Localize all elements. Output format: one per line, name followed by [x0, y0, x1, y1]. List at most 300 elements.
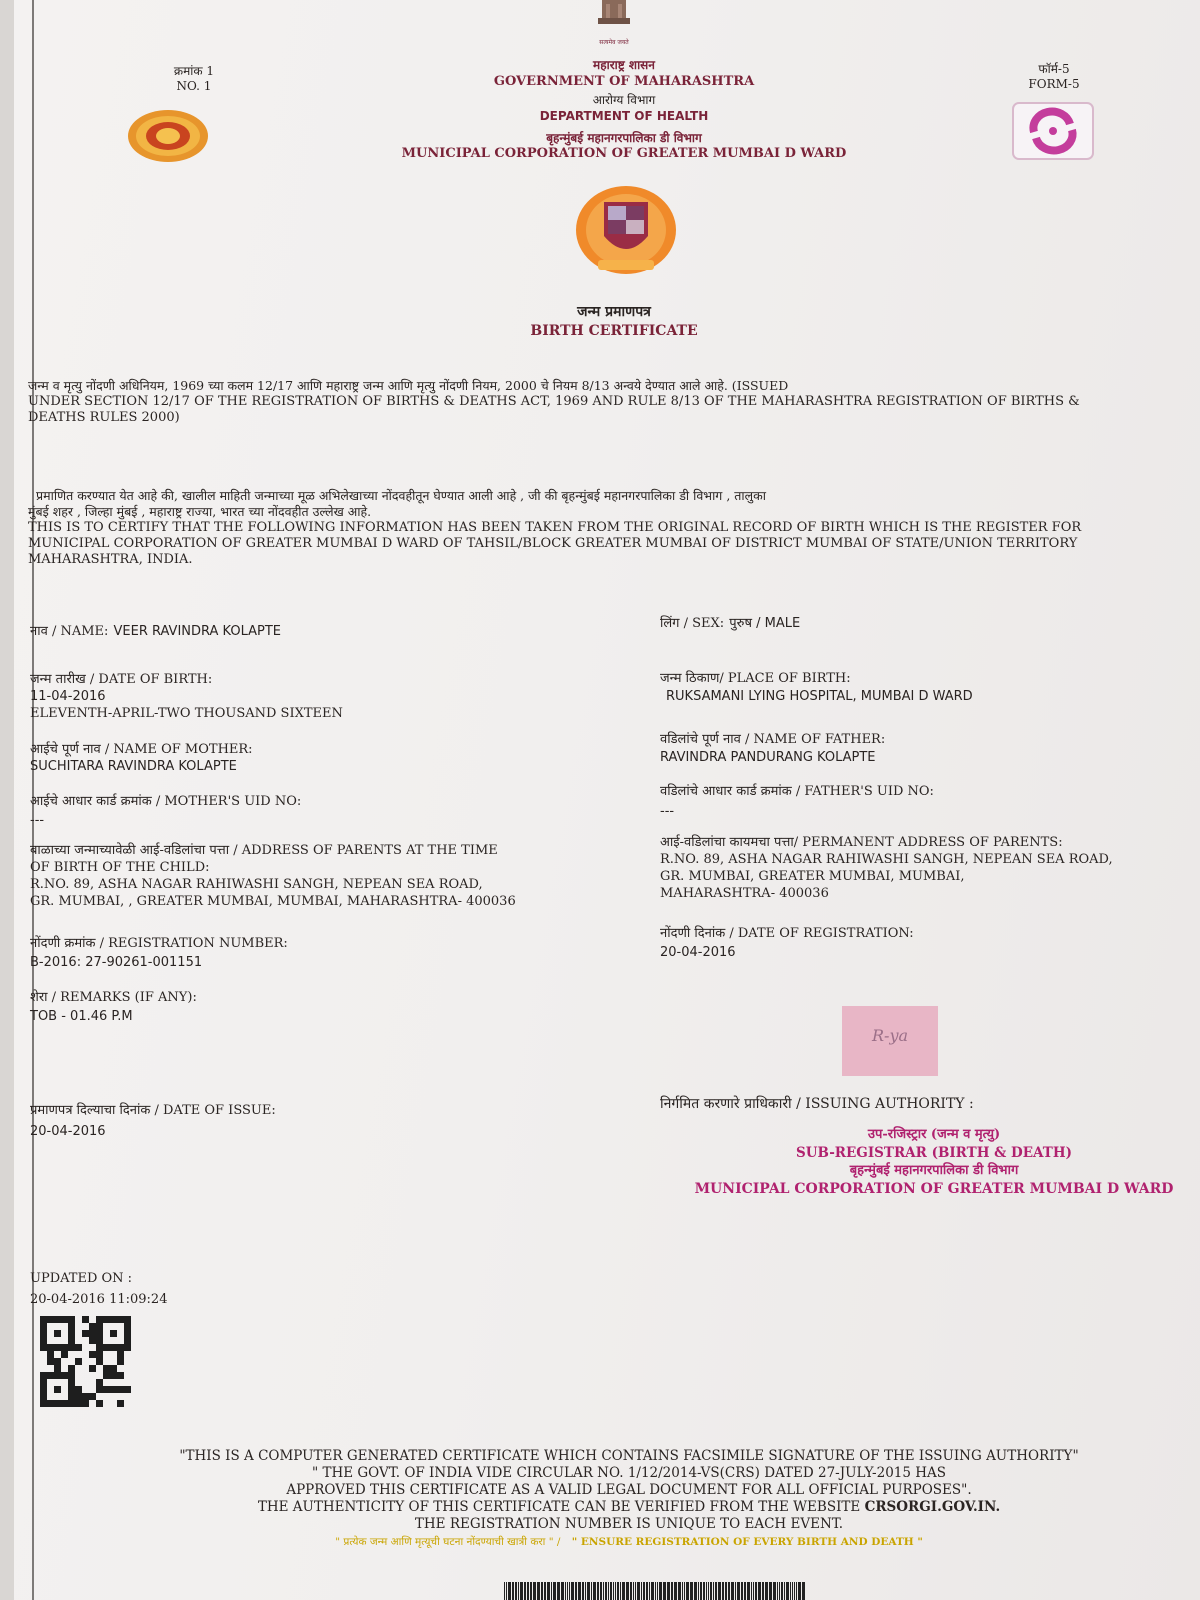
qr-module	[61, 1337, 68, 1344]
qr-module	[61, 1386, 68, 1393]
qr-module	[47, 1344, 54, 1351]
qr-module	[117, 1379, 124, 1386]
father-name-field	[660, 731, 885, 767]
barcode-bar	[769, 1582, 772, 1600]
qr-module	[110, 1365, 117, 1372]
barcode-bar	[561, 1582, 564, 1600]
barcode-bar	[600, 1582, 602, 1600]
permanent-address-line-2: GR. MUMBAI, GREATER MUMBAI, MUMBAI,	[660, 869, 965, 884]
barcode-bar	[753, 1582, 754, 1600]
qr-module	[54, 1351, 61, 1358]
qr-module	[68, 1386, 75, 1393]
qr-module	[89, 1365, 96, 1372]
certificate-title	[444, 302, 784, 339]
qr-module	[103, 1337, 110, 1344]
qr-module	[103, 1386, 110, 1393]
barcode-bar	[626, 1582, 629, 1600]
barcode-bar	[671, 1582, 673, 1600]
qr-module	[117, 1365, 124, 1372]
qr-module	[117, 1323, 124, 1330]
qr-module	[117, 1330, 124, 1337]
barcode-bar	[713, 1582, 714, 1600]
qr-module	[110, 1372, 117, 1379]
qr-module	[110, 1386, 117, 1393]
qr-module	[124, 1400, 131, 1407]
barcode-bar	[758, 1582, 761, 1600]
certify-line-4: MUNICIPAL CORPORATION OF GREATER MUMBAI D WARD OF TAHSIL/BLOCK GREATER MUMBAI OF DISTRICT MUMBAI OF STATE/UNION TERRITORY	[28, 536, 1078, 551]
qr-module	[124, 1372, 131, 1379]
qr-module	[47, 1351, 54, 1358]
birth-address-field	[30, 842, 516, 910]
qr-module	[89, 1358, 96, 1365]
barcode-bar	[637, 1582, 640, 1600]
barcode-bar	[585, 1582, 586, 1600]
qr-module	[61, 1400, 68, 1407]
qr-module	[96, 1365, 103, 1372]
barcode-bar	[792, 1582, 793, 1600]
name-value: VEER RAVINDRA KOLAPTE	[113, 624, 282, 639]
corp-mr: बृहन्मुंबई महानगरपालिका डी विभाग	[546, 131, 702, 145]
intro-line-1: जन्म व मृत्यु नोंदणी अधिनियम, 1969 च्या कलम 12/17 आणि महाराष्ट्र जन्म आणि मृत्यु नोंदणी नियम, 2000 चे नियम 8/13 अन्वये देण्यात आले आहे. (ISSUED	[28, 378, 789, 393]
qr-module	[89, 1393, 96, 1400]
father-uid-label: वडिलांचे आधार कार्ड क्रमांक / FATHER'S UID NO:	[660, 784, 934, 799]
qr-module	[117, 1358, 124, 1365]
barcode-bar	[571, 1582, 574, 1600]
serial-label-en: NO. 1	[176, 79, 212, 93]
qr-module	[75, 1379, 82, 1386]
qr-module	[40, 1358, 47, 1365]
emblem-caption: सत्यमेव जयते	[599, 39, 629, 46]
authority-line-1: उप-रजिस्ट्रार (जन्म व मृत्यु)	[867, 1127, 1001, 1142]
barcode-bar	[649, 1582, 650, 1600]
qr-module	[75, 1330, 82, 1337]
barcode-bar	[710, 1582, 712, 1600]
barcode-bar	[591, 1582, 592, 1600]
qr-module	[117, 1393, 124, 1400]
issuing-authority-label: निर्गमित करणारे प्राधिकारी / ISSUING AUTHORITY :	[660, 1096, 974, 1112]
barcode-bar	[694, 1582, 697, 1600]
barcode-bar	[735, 1582, 736, 1600]
barcode-bar	[651, 1582, 654, 1600]
qr-module	[40, 1316, 47, 1323]
dept-mr: आरोग्य विभाग	[592, 93, 656, 107]
barcode-bar	[786, 1582, 789, 1600]
qr-module	[82, 1372, 89, 1379]
barcode-bar	[530, 1582, 532, 1600]
father-uid-value: ---	[660, 804, 675, 819]
qr-module	[82, 1393, 89, 1400]
qr-module	[82, 1358, 89, 1365]
mother-uid-value: ---	[30, 813, 45, 828]
qr-module	[47, 1386, 54, 1393]
barcode-bar	[630, 1582, 632, 1600]
father-name-label: वडिलांचे पूर्ण नाव / NAME OF FATHER:	[660, 732, 886, 747]
qr-module	[96, 1386, 103, 1393]
qr-module	[96, 1344, 103, 1351]
barcode-bar	[731, 1582, 734, 1600]
qr-module	[75, 1365, 82, 1372]
qr-module	[68, 1393, 75, 1400]
barcode-bar	[706, 1582, 707, 1600]
barcode-bar	[544, 1582, 546, 1600]
qr-module	[54, 1344, 61, 1351]
qr-module	[61, 1358, 68, 1365]
qr-module	[82, 1386, 89, 1393]
sex-field	[660, 612, 800, 631]
crs-logo-icon	[1012, 102, 1094, 160]
qr-module	[110, 1379, 117, 1386]
barcode-bar	[698, 1582, 699, 1600]
qr-module	[103, 1351, 110, 1358]
sex-label: लिंग / SEX:	[660, 616, 725, 631]
qr-module	[40, 1386, 47, 1393]
authority-line-3: बृहन्मुंबई महानगरपालिका डी विभाग	[849, 1163, 1019, 1178]
registration-number-label: नोंदणी क्रमांक / REGISTRATION NUMBER:	[30, 936, 288, 951]
barcode-bar	[790, 1582, 791, 1600]
qr-module	[117, 1386, 124, 1393]
qr-module	[117, 1344, 124, 1351]
barcode-bar	[715, 1582, 717, 1600]
maharashtra-seal	[126, 108, 210, 168]
footer-notes	[124, 1448, 1134, 1549]
qr-module	[103, 1358, 110, 1365]
qr-module	[89, 1386, 96, 1393]
qr-module	[117, 1400, 124, 1407]
qr-module	[75, 1372, 82, 1379]
footer-line-2: " THE GOVT. OF INDIA VIDE CIRCULAR NO. 1/12/2014-VS(CRS) DATED 27-JULY-2015 HAS	[311, 1465, 947, 1481]
barcode-bar	[773, 1582, 776, 1600]
barcode-bar	[533, 1582, 536, 1600]
qr-module	[89, 1400, 96, 1407]
barcode-bar	[622, 1582, 625, 1600]
qr-module	[124, 1316, 131, 1323]
barcode-bar	[597, 1582, 599, 1600]
qr-module	[54, 1330, 61, 1337]
certify-paragraph	[28, 488, 1200, 568]
mcgm-crest-icon	[574, 184, 678, 276]
qr-module	[68, 1330, 75, 1337]
footer-line-1: "THIS IS A COMPUTER GENERATED CERTIFICATE WHICH CONTAINS FACSIMILE SIGNATURE OF THE ISSUING AUTHORITY"	[179, 1448, 1079, 1464]
barcode-bar	[633, 1582, 634, 1600]
qr-module	[47, 1330, 54, 1337]
barcode-bar	[506, 1582, 507, 1600]
barcode-bar	[667, 1582, 670, 1600]
barcode	[504, 1582, 814, 1600]
qr-module	[68, 1316, 75, 1323]
barcode-bar	[725, 1582, 727, 1600]
intro-line-2: UNDER SECTION 12/17 OF THE REGISTRATION OF BIRTHS & DEATHS ACT, 1969 AND RULE 8/13 OF THE MAHARASHTRA REGISTRATION OF BIRTHS &	[28, 394, 1080, 409]
barcode-bar	[690, 1582, 693, 1600]
qr-module	[75, 1316, 82, 1323]
barcode-bar	[781, 1582, 783, 1600]
qr-module	[110, 1351, 117, 1358]
qr-module	[47, 1400, 54, 1407]
qr-module	[103, 1379, 110, 1386]
permanent-address-line-3: MAHARASHTRA- 400036	[660, 886, 829, 901]
registration-number-field	[30, 934, 288, 972]
remarks-value: TOB - 01.46 P.M	[30, 1009, 133, 1024]
qr-module	[124, 1337, 131, 1344]
qr-module	[75, 1393, 82, 1400]
slogan-mr: " प्रत्येक जन्म आणि मृत्यूची घटना नोंदण्याची खात्री करा " /	[335, 1536, 561, 1548]
qr-module	[40, 1379, 47, 1386]
barcode-bar	[603, 1582, 604, 1600]
authority-line-2: SUB-REGISTRAR (BIRTH & DEATH)	[796, 1145, 1072, 1161]
barcode-bar	[569, 1582, 570, 1600]
updated-on-label: UPDATED ON :	[30, 1271, 133, 1286]
form-number	[1004, 60, 1104, 91]
barcode-bar	[747, 1582, 750, 1600]
form-label-en: FORM-5	[1028, 77, 1080, 91]
qr-code[interactable]	[40, 1316, 131, 1407]
barcode-bar	[796, 1582, 797, 1600]
barcode-bar	[593, 1582, 596, 1600]
qr-module	[40, 1344, 47, 1351]
barcode-bar	[678, 1582, 681, 1600]
qr-module	[96, 1323, 103, 1330]
qr-module	[61, 1344, 68, 1351]
qr-module	[61, 1316, 68, 1323]
serial-number	[154, 62, 234, 93]
barcode-bar	[686, 1582, 689, 1600]
title-mr: जन्म प्रमाणपत्र	[577, 304, 651, 320]
permanent-address-label: आई-वडिलांचा कायमचा पत्ता/ PERMANENT ADDRESS OF PARENTS:	[660, 835, 1063, 850]
qr-module	[47, 1358, 54, 1365]
place-of-birth-label: जन्म ठिकाण/ PLACE OF BIRTH:	[660, 671, 851, 686]
certificate-paper	[14, 0, 1200, 1600]
footer-line-4	[124, 1499, 1134, 1516]
verification-website: CRSORGI.GOV.IN.	[864, 1499, 1001, 1515]
barcode-bar	[537, 1582, 540, 1600]
qr-module	[40, 1372, 47, 1379]
birth-address-line-1: R.NO. 89, ASHA NAGAR RAHIWASHI SANGH, NEPEAN SEA ROAD,	[30, 877, 483, 892]
barcode-bar	[708, 1582, 709, 1600]
qr-module	[110, 1358, 117, 1365]
barcode-bar	[567, 1582, 568, 1600]
authority-block	[674, 1126, 1194, 1198]
barcode-bar	[798, 1582, 801, 1600]
slogan-en: " ENSURE REGISTRATION OF EVERY BIRTH AND DEATH "	[571, 1536, 923, 1548]
qr-module	[61, 1330, 68, 1337]
barcode-bar	[608, 1582, 609, 1600]
qr-module	[89, 1337, 96, 1344]
barcode-bar	[722, 1582, 724, 1600]
authority-line-4: MUNICIPAL CORPORATION OF GREATER MUMBAI D WARD	[694, 1181, 1174, 1197]
signature: R-ya	[871, 1026, 909, 1045]
qr-module	[124, 1379, 131, 1386]
qr-module	[47, 1337, 54, 1344]
qr-module	[124, 1323, 131, 1330]
qr-module	[96, 1316, 103, 1323]
barcode-bar	[578, 1582, 581, 1600]
barcode-bar	[744, 1582, 746, 1600]
barcode-bar	[777, 1582, 778, 1600]
barcode-bar	[617, 1582, 619, 1600]
updated-on-value: 20-04-2016 11:09:24	[30, 1292, 168, 1307]
date-of-issue-field	[30, 1100, 276, 1142]
permanent-address-field	[660, 834, 1113, 902]
name-field	[30, 620, 281, 639]
footer-line-5: THE REGISTRATION NUMBER IS UNIQUE TO EACH EVENT.	[414, 1516, 844, 1532]
national-emblem	[584, 0, 644, 46]
barcode-bar	[703, 1582, 705, 1600]
qr-module	[68, 1323, 75, 1330]
qr-module	[68, 1351, 75, 1358]
dept-en: DEPARTMENT OF HEALTH	[539, 109, 709, 123]
qr-module	[103, 1365, 110, 1372]
place-of-birth-value: RUKSAMANI LYING HOSPITAL, MUMBAI D WARD	[666, 689, 973, 704]
qr-module	[96, 1400, 103, 1407]
qr-module	[96, 1379, 103, 1386]
qr-module	[40, 1351, 47, 1358]
qr-module	[54, 1337, 61, 1344]
qr-module	[54, 1386, 61, 1393]
barcode-bar	[541, 1582, 543, 1600]
mother-name-field	[30, 741, 253, 775]
qr-module	[124, 1393, 131, 1400]
barcode-bar	[684, 1582, 685, 1600]
qr-module	[75, 1358, 82, 1365]
title-en: BIRTH CERTIFICATE	[530, 323, 698, 339]
barcode-bar	[802, 1582, 805, 1600]
certify-line-5: MAHARASHTRA, INDIA.	[28, 552, 193, 567]
form-label-mr: फॉर्म-5	[1038, 62, 1070, 76]
qr-module	[68, 1344, 75, 1351]
barcode-bar	[575, 1582, 577, 1600]
header-center	[344, 56, 904, 161]
barcode-bar	[635, 1582, 636, 1600]
qr-module	[82, 1351, 89, 1358]
qr-module	[117, 1372, 124, 1379]
mother-name-label: आईचे पूर्ण नाव / NAME OF MOTHER:	[30, 742, 253, 757]
qr-module	[96, 1337, 103, 1344]
qr-module	[89, 1344, 96, 1351]
qr-module	[110, 1344, 117, 1351]
issuing-authority-field	[660, 1094, 974, 1113]
qr-module	[124, 1386, 131, 1393]
qr-module	[82, 1316, 89, 1323]
qr-module	[68, 1372, 75, 1379]
certify-line-3: THIS IS TO CERTIFY THAT THE FOLLOWING INFORMATION HAS BEEN TAKEN FROM THE ORIGINAL RECORD OF BIRTH WHICH IS THE REGISTER FOR	[28, 520, 1082, 535]
mother-name-value: SUCHITARA RAVINDRA KOLAPTE	[30, 759, 237, 774]
qr-module	[75, 1400, 82, 1407]
qr-module	[89, 1351, 96, 1358]
qr-module	[75, 1351, 82, 1358]
qr-module	[68, 1379, 75, 1386]
barcode-bar	[620, 1582, 621, 1600]
qr-module	[89, 1372, 96, 1379]
barcode-bar	[779, 1582, 780, 1600]
govt-mr: महाराष्ट्र शासन	[593, 58, 655, 72]
qr-module	[47, 1316, 54, 1323]
birth-address-label-1: बाळाच्या जन्माच्यावेळी आई-वडिलांचा पत्ता / ADDRESS OF PARENTS AT THE TIME	[30, 843, 498, 858]
birth-address-line-2: GR. MUMBAI, , GREATER MUMBAI, MUMBAI, MAHARASHTRA- 400036	[30, 894, 516, 909]
birth-address-label-2: OF BIRTH OF THE CHILD:	[30, 860, 210, 875]
barcode-bar	[655, 1582, 656, 1600]
qr-module	[54, 1372, 61, 1379]
qr-module	[124, 1365, 131, 1372]
qr-module	[96, 1351, 103, 1358]
qr-module	[82, 1330, 89, 1337]
registration-number-value: B-2016: 27-90261-001151	[30, 955, 203, 970]
qr-module	[103, 1393, 110, 1400]
qr-module	[96, 1330, 103, 1337]
qr-module	[103, 1344, 110, 1351]
qr-module	[110, 1393, 117, 1400]
registration-date-label: नोंदणी दिनांक / DATE OF REGISTRATION:	[660, 926, 914, 941]
qr-module	[40, 1365, 47, 1372]
mother-uid-label: आईचे आधार कार्ड क्रमांक / MOTHER'S UID NO:	[30, 794, 302, 809]
qr-module	[103, 1316, 110, 1323]
qr-module	[117, 1316, 124, 1323]
qr-module	[89, 1330, 96, 1337]
intro-paragraph	[28, 378, 1200, 426]
qr-module	[103, 1323, 110, 1330]
qr-module	[61, 1393, 68, 1400]
qr-module	[40, 1393, 47, 1400]
qr-module	[54, 1316, 61, 1323]
barcode-bar	[515, 1582, 517, 1600]
barcode-bar	[610, 1582, 612, 1600]
updated-on	[30, 1268, 167, 1310]
qr-module	[124, 1351, 131, 1358]
qr-module	[75, 1344, 82, 1351]
registration-date-field	[660, 924, 914, 962]
footer-line-4a: THE AUTHENTICITY OF THIS CERTIFICATE CAN BE VERIFIED FROM THE WEBSITE	[257, 1499, 865, 1515]
footer-line-3: APPROVED THIS CERTIFICATE AS A VALID LEGAL DOCUMENT FOR ALL OFFICIAL PURPOSES".	[286, 1482, 972, 1498]
qr-module	[103, 1372, 110, 1379]
qr-module	[96, 1393, 103, 1400]
qr-module	[54, 1365, 61, 1372]
qr-module	[40, 1400, 47, 1407]
lion-capital-icon	[584, 0, 644, 40]
qr-module	[75, 1386, 82, 1393]
govt-en: GOVERNMENT OF MAHARASHTRA	[493, 74, 755, 89]
name-label: नाव / NAME:	[30, 624, 109, 639]
place-of-birth-field	[660, 670, 973, 706]
qr-module	[47, 1372, 54, 1379]
father-name-value: RAVINDRA PANDURANG KOLAPTE	[660, 750, 876, 765]
intro-line-3: DEATHS RULES 2000)	[28, 410, 180, 425]
barcode-bar	[784, 1582, 785, 1600]
qr-module	[75, 1337, 82, 1344]
qr-module	[47, 1379, 54, 1386]
qr-module	[103, 1400, 110, 1407]
remarks-label: शेरा / REMARKS (IF ANY):	[30, 990, 197, 1005]
registration-date-value: 20-04-2016	[660, 945, 736, 960]
barcode-bar	[615, 1582, 616, 1600]
qr-module	[47, 1365, 54, 1372]
qr-module	[61, 1323, 68, 1330]
qr-module	[54, 1379, 61, 1386]
qr-module	[54, 1400, 61, 1407]
barcode-bar	[508, 1582, 511, 1600]
qr-module	[82, 1323, 89, 1330]
barcode-bar	[605, 1582, 607, 1600]
certify-line-1: प्रमाणित करण्यात येत आहे की, खालील माहिती जन्माच्या मूळ अभिलेखाच्या नोंदवहीतून घेण्यात आली आहे , जी की बृहन्मुंबई महानगरपालिका डी विभाग , तालुका	[36, 488, 766, 503]
barcode-bar	[755, 1582, 757, 1600]
barcode-bar	[663, 1582, 666, 1600]
qr-module	[40, 1330, 47, 1337]
qr-module	[110, 1400, 117, 1407]
qr-module	[54, 1358, 61, 1365]
barcode-bar	[737, 1582, 740, 1600]
qr-module	[40, 1337, 47, 1344]
qr-module	[82, 1379, 89, 1386]
barcode-bar	[512, 1582, 514, 1600]
dob-label: जन्म तारीख / DATE OF BIRTH:	[30, 672, 213, 687]
barcode-bar	[520, 1582, 523, 1600]
